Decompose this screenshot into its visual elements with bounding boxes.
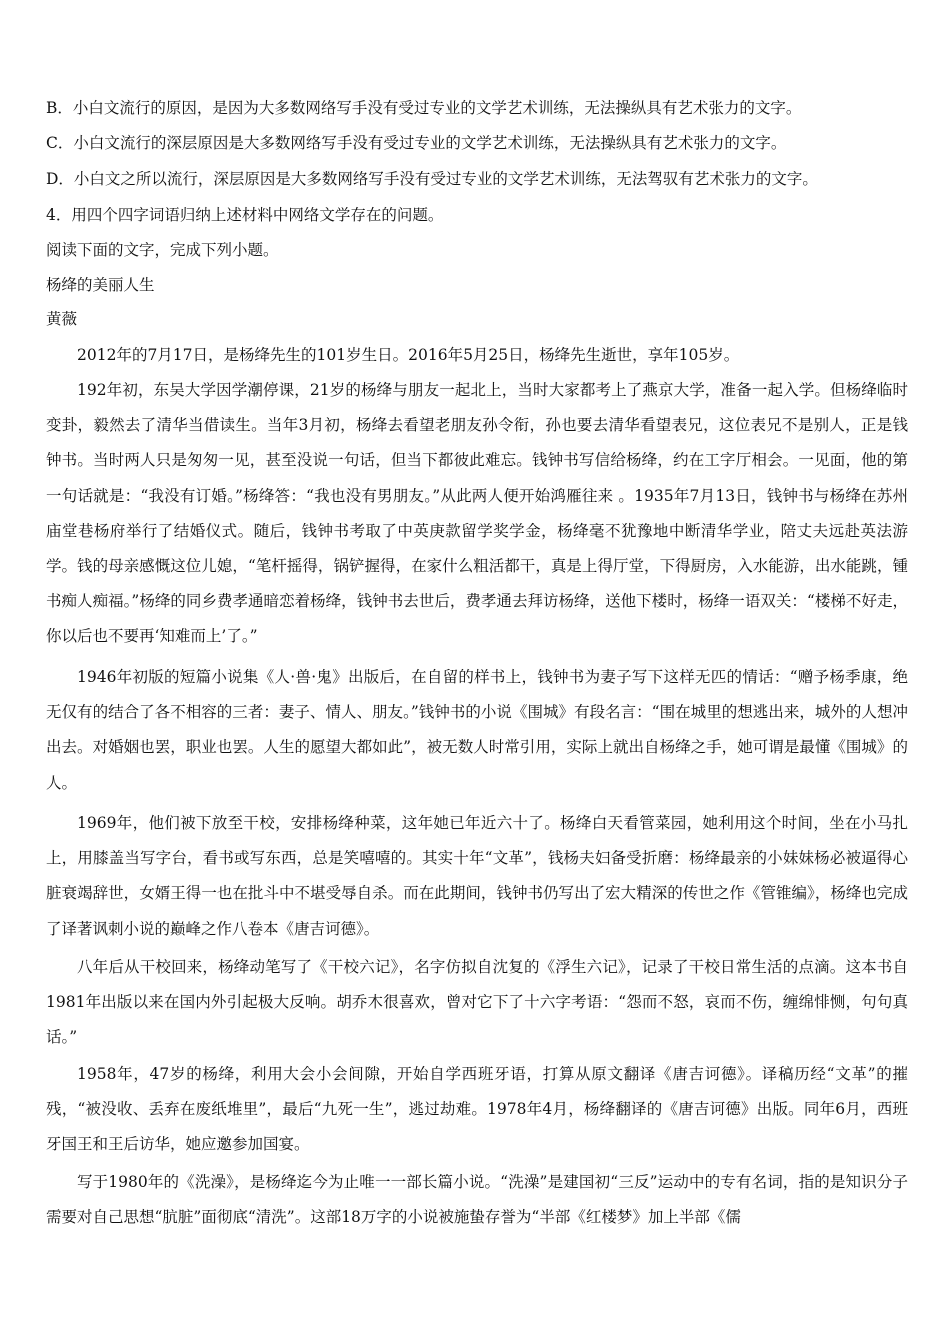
paragraph-2: 192年初，东吴大学因学潮停课，21岁的杨绛与朋友一起北上，当时大家都考上了燕京大学，准备一起入学。但杨绛临时变卦，毅然去了清华当借读生。当年3月初，杨绛去看望老朋友孙令衔，孙也要去清华看望表兄，这位表兄不是别人，正是钱钟书。当时两人只是匆匆一见，甚至没说一句话，但当下都彼此难忘。钱钟书写信给杨绛，约在工字厅相会。一见面，他的第一句话就是：“我没有订婚。”杨绛答：“我也没有男朋友。”从此两人便开始鸿雁往来 。1935年7月13日，钱钟书与杨绛在苏州庙堂巷杨府举行了结婚仪式。随后，钱钟书考取了中英庚款留学奖学金，杨绛毫不犹豫地中断清华学业，陪丈夫远赴英法游学。钱的母亲感慨这位儿媳，“笔杆摇得，锅铲握得，在家什么粗活都干，真是上得厅堂，下得厨房，入水能游，出水能跳，锺书痴人痴福。”杨绛的同乡费孝通暗恋着杨绛，钱钟书去世后，费孝通去拜访杨绛，送他下楼时，杨绛一语双关：“楼梯不好走，你以后也不要再‘知难而上’了。” <box>46 381 908 646</box>
article-author: 黄薇 <box>46 310 78 328</box>
option-b: B．小白文流行的原因，是因为大多数网络写手没有受过专业的文学艺术训练，无法操纵具有艺术张力的文字。 <box>46 99 802 117</box>
paragraph-6: 1958年，47岁的杨绛，利用大会小会间隙，开始自学西班牙语，打算从原文翻译《唐吉诃德》。译稿历经“文革”的摧残，“被没收、丢弃在废纸堆里”，最后“九死一生”，逃过劫难。1978年4月，杨绛翻译的《唐吉诃德》出版。同年6月，西班牙国王和王后访华，她应邀参加国宴。 <box>46 1065 908 1154</box>
paragraph-4: 1969年，他们被下放至干校，安排杨绛种菜，这年她已年近六十了。杨绛白天看管菜园，她利用这个时间，坐在小马扎上，用膝盖当写字台，看书或写东西，总是笑嘻嘻的。其实十年“文革”，钱杨夫妇备受折磨：杨绛最亲的小妹妹杨必被逼得心脏衰竭辞世，女婿王得一也在批斗中不堪受辱自杀。而在此期间，钱钟书仍写出了宏大精深的传世之作《管锥编》，杨绛也完成了译著讽刺小说的巅峰之作八卷本《唐吉诃德》。 <box>46 814 908 938</box>
paragraph-5: 八年后从干校回来，杨绛动笔写了《干校六记》，名字仿拟自沈复的《浮生六记》，记录了干校日常生活的点滴。这本书自1981年出版以来在国内外引起极大反响。胡乔木很喜欢，曾对它下了十六字考语：“怨而不怒，哀而不伤，缠绵悱恻，句句真话。” <box>46 958 908 1047</box>
option-d: D．小白文之所以流行，深层原因是大多数网络写手没有受过专业的文学艺术训练，无法驾驭有艺术张力的文字。 <box>46 170 818 188</box>
option-c: C．小白文流行的深层原因是大多数网络写手没有受过专业的文学艺术训练，无法操纵具有艺术张力的文字。 <box>46 134 787 152</box>
question-4: 4．用四个四字词语归纳上述材料中网络文学存在的问题。 <box>46 206 444 224</box>
reading-instruction: 阅读下面的文字，完成下列小题。 <box>46 241 279 259</box>
paragraph-7: 写于1980年的《洗澡》，是杨绛迄今为止唯一一部长篇小说。“洗澡”是建国初“三反”运动中的专有名词，指的是知识分子需要对自己思想“肮脏”面彻底“清洗”。这部18万字的小说被施蛰存誉为“半部《红楼梦》加上半部《儒 <box>46 1173 908 1227</box>
article-title: 杨绛的美丽人生 <box>46 276 155 294</box>
paragraph-3: 1946年初版的短篇小说集《人·兽·鬼》出版后，在自留的样书上，钱钟书为妻子写下这样无匹的情话：“赠予杨季康，绝无仅有的结合了各不相容的三者：妻子、情人、朋友。”钱钟书的小说《围城》有段名言：“围在城里的想逃出来，城外的人想冲出去。对婚姻也罢，职业也罢。人生的愿望大都如此”，被无数人时常引用，实际上就出自杨绛之手，她可谓是最懂《围城》的人。 <box>46 668 908 792</box>
paragraph-1: 2012年的7月17日，是杨绛先生的101岁生日。2016年5月25日，杨绛先生逝世，享年105岁。 <box>77 346 740 364</box>
